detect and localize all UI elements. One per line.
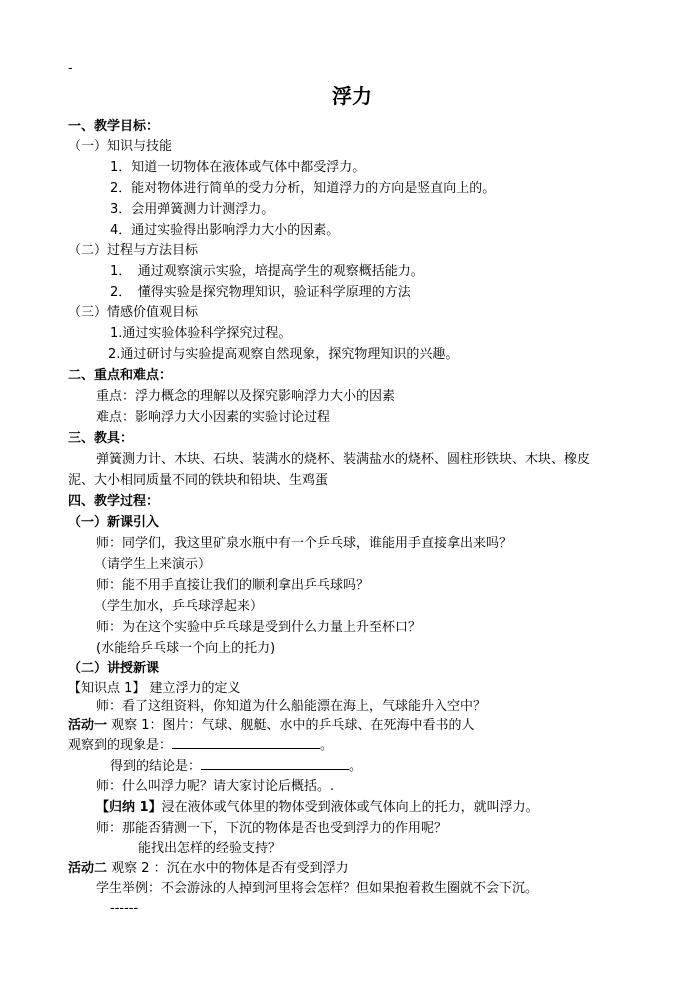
conclusion-line (110, 756, 362, 776)
summary-1 (96, 799, 539, 817)
dialogue-line: 师：看了这组资料，你知道为什么船能漂在海上，气球能升入空中？ (96, 699, 487, 714)
dialogue-line: 师：什么叫浮力呢？请大家讨论后概括。. (96, 779, 335, 794)
section-4-heading: 四、教学过程： (68, 494, 160, 509)
summary-text: 浸在液体或气体里的物体受到液体或气体向上的托力，就叫浮力。 (161, 800, 539, 815)
activity-2 (68, 860, 349, 878)
activity-1-label: 活动一 (68, 718, 108, 733)
conclusion-label: 得到的结论是： (110, 759, 202, 774)
section-2-heading: 二、重点和难点： (68, 368, 173, 383)
materials-line: 泥、大小相同质量不同的铁块和铅块、生鸡蛋 (68, 473, 329, 488)
header-mark: - (68, 61, 73, 76)
dialogue-line: （学生加水，乒乓球浮起来） (94, 599, 264, 614)
section-3-heading: 三、教具： (68, 431, 134, 446)
dialogue-line: 师：为在这个实验中乒乓球是受到什么力量上升至杯口？ (96, 620, 422, 635)
difficult-point: 难点：影响浮力大小因素的实验讨论过程 (96, 410, 331, 425)
intro-heading: （一）新课引入 (68, 515, 160, 530)
dialogue-line: 师：那能否猜测一下，下沉的物体是否也受到浮力的作用呢？ (96, 821, 448, 836)
key-point: 重点：浮力概念的理解以及探究影响浮力大小的因素 (96, 389, 396, 404)
conclusion-end: 。 (349, 759, 363, 774)
dialogue-line: （请学生上来演示） (94, 557, 212, 572)
goal-item: 2.通过研讨与实验提高观察自然现象，探究物理知识的兴趣。 (108, 347, 459, 362)
goal-item: 1．知道一切物体在液体或气体中都受浮力。 (110, 160, 366, 175)
dashes: ------ (110, 901, 139, 916)
knowledge-point-1: 【知识点 1】 建立浮力的定义 (68, 681, 241, 696)
activity-2-label: 活动二 (68, 861, 108, 876)
activity-1 (68, 717, 475, 735)
goal-item: 1． 通过观察演示实验，培提高学生的观察概括能力。 (110, 264, 424, 279)
observation-end: 。 (320, 738, 334, 753)
goal-item: 2．能对物体进行简单的受力分析，知道浮力的方向是竖直向上的。 (110, 181, 496, 196)
goal-item: 4．通过实验得出影响浮力大小的因素。 (110, 223, 340, 238)
new-lesson-heading: （二）讲授新课 (68, 661, 160, 676)
goal-item: 2． 懂得实验是探究物理知识，验证科学原理的方法 (110, 285, 411, 300)
section-1-heading: 一、教学目标： (68, 119, 160, 134)
subsection-1-3-heading: （三）情感价值观目标 (68, 305, 199, 320)
activity-2-text: 观察 2 ：沉在水中的物体是否有受到浮力 (107, 861, 349, 876)
dialogue-line: (水能给乒乓球一个向上的托力) (96, 641, 276, 656)
materials-line: 弹簧测力计、木块、石块、装满水的烧杯、装满盐水的烧杯、圆柱形铁块、木块、橡皮 (96, 452, 591, 467)
dialogue-line: 能找出怎样的经验支持？ (138, 841, 282, 856)
goal-item: 1.通过实验体验科学探究过程。 (110, 326, 292, 341)
goal-item: 3．会用弹簧测力计测浮力。 (110, 202, 275, 217)
page-title: 浮力 (332, 84, 372, 108)
observation-label: 观察到的现象是： (68, 738, 173, 753)
activity-1-text: 观察 1：图片：气球、舰艇、水中的乒乓球、在死海中看书的人 (107, 718, 475, 733)
subsection-1-1-heading: （一）知识与技能 (68, 139, 173, 154)
subsection-1-2-heading: （二）过程与方法目标 (68, 243, 199, 258)
observation-blank[interactable] (172, 735, 320, 749)
conclusion-blank[interactable] (201, 756, 349, 770)
summary-label: 【归纳 1】 (96, 800, 162, 815)
observation-line (68, 735, 333, 755)
dialogue-line: 师：能不用手直接让我们的顺利拿出乒乓球吗？ (96, 578, 370, 593)
dialogue-line: 师：同学们，我这里矿泉水瓶中有一个乒乓球，谁能用手直接拿出来吗？ (96, 536, 513, 551)
student-example: 学生举例：不会游泳的人掉到河里将会怎样？但如果抱着救生圈就不会下沉。 (96, 881, 539, 896)
